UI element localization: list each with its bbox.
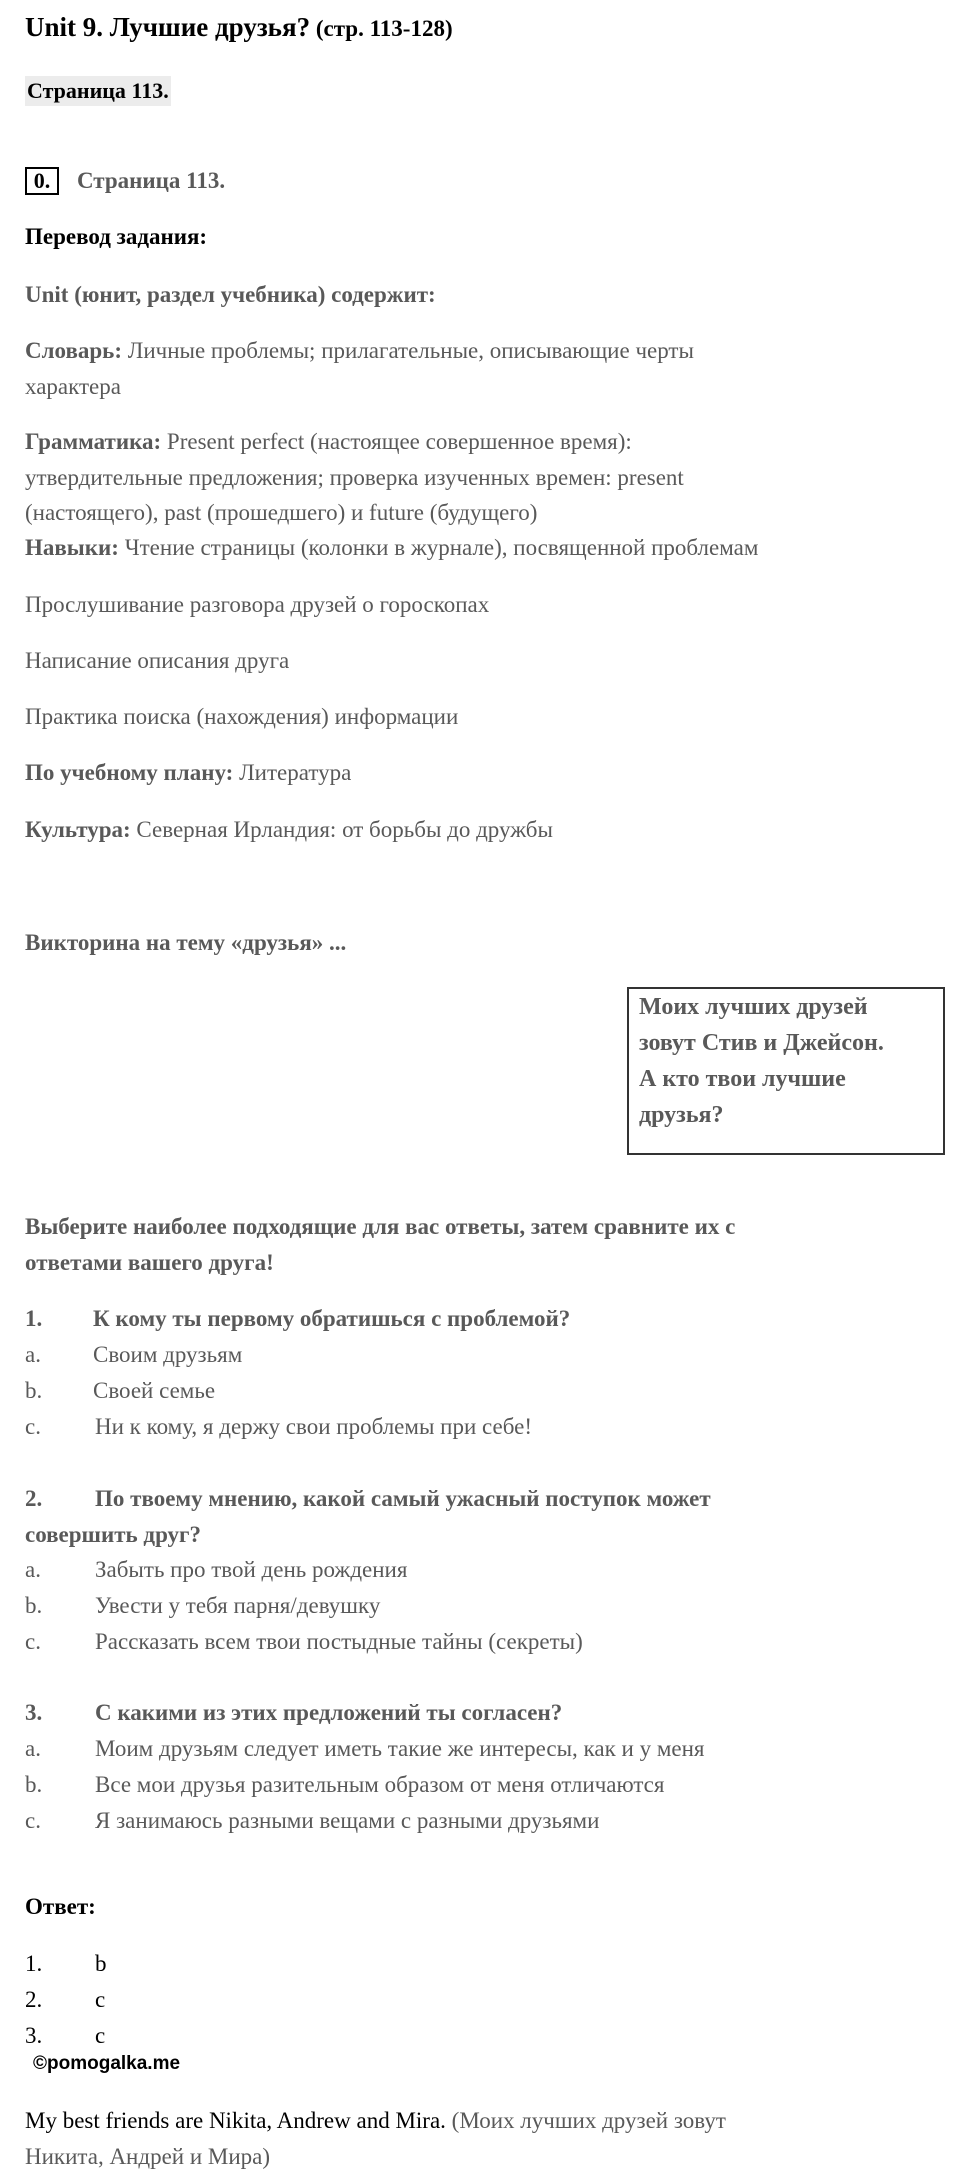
- task-number-box: 0.: [25, 167, 59, 195]
- q3-option-b-letter: b.: [25, 1772, 43, 1797]
- skills-line4: Практика поиска (нахождения) информации: [25, 704, 459, 729]
- answer-1-value: b: [95, 1951, 107, 1976]
- answer-heading: Ответ:: [25, 1894, 96, 1919]
- answer-2-value: c: [95, 1987, 106, 2012]
- question-2-text-line2: совершить друг?: [25, 1522, 202, 1547]
- answer-3-num: 3.: [25, 2023, 43, 2048]
- culture-label: Культура:: [25, 817, 131, 842]
- final-line2: Никита, Андрей и Мира): [25, 2144, 271, 2169]
- unit-contains: Unit (юнит, раздел учебника) содержит:: [25, 282, 436, 307]
- translation-heading: Перевод задания:: [25, 224, 208, 249]
- q1-option-a-letter: a.: [25, 1342, 41, 1367]
- grammar-line2: утвердительные предложения; проверка изученных времен: present: [25, 465, 684, 490]
- question-2-num: 2.: [25, 1486, 43, 1511]
- task-page-ref: Страница 113.: [77, 168, 226, 193]
- watermark: ©pomogalka.me: [33, 2053, 181, 2074]
- title-main: Unit 9. Лучшие друзья?: [25, 12, 311, 42]
- speech-line1: Моих лучших друзей: [639, 994, 868, 1020]
- skills-line2: Прослушивание разговора друзей о гороскопах: [25, 592, 490, 617]
- vocab-label: Словарь:: [25, 338, 122, 363]
- culture-value: Северная Ирландия: от борьбы до дружбы: [130, 817, 553, 842]
- q3-option-b-text: Все мои друзья разительным образом от меня отличаются: [95, 1772, 665, 1797]
- instructions-line1: Выберите наиболее подходящие для вас ответы, затем сравните их с: [25, 1214, 736, 1239]
- grammar-line1: [25, 424, 632, 460]
- skills-line3: Написание описания друга: [25, 648, 290, 673]
- vocab-line1: [25, 333, 694, 369]
- q2-option-c-text: Рассказать всем твои постыдные тайны (секреты): [95, 1629, 583, 1654]
- q2-option-b-text: Увести у тебя парня/девушку: [95, 1593, 381, 1618]
- question-3-text: С какими из этих предложений ты согласен?: [95, 1700, 563, 1725]
- question-1-num: 1.: [25, 1306, 43, 1331]
- curriculum-label: По учебному плану:: [25, 760, 234, 785]
- final-translation1: (Моих лучших друзей зовут: [445, 2108, 726, 2133]
- question-3-num: 3.: [25, 1700, 43, 1725]
- q3-option-a-letter: a.: [25, 1736, 41, 1761]
- q2-option-c-letter: c.: [25, 1629, 41, 1654]
- answer-3-value: c: [95, 2023, 106, 2048]
- grammar-text: Present perfect (настоящее совершенное время):: [161, 429, 632, 454]
- q1-option-b-text: Своей семье: [93, 1378, 216, 1403]
- instructions-line2: ответами вашего друга!: [25, 1250, 274, 1275]
- q2-option-a-text: Забыть про твой день рождения: [95, 1557, 408, 1582]
- question-1-text: К кому ты первому обратишься с проблемой?: [93, 1306, 571, 1331]
- answer-1-num: 1.: [25, 1951, 43, 1976]
- skills-label: Навыки:: [25, 535, 119, 560]
- q1-option-c-letter: c.: [25, 1414, 41, 1439]
- title-pages: (стр. 113-128): [310, 16, 453, 41]
- skills-line1: [25, 530, 758, 566]
- q3-option-c-text: Я занимаюсь разными вещами с разными друзьями: [95, 1808, 600, 1833]
- final-english: My best friends are Nikita, Andrew and Mira.: [25, 2108, 446, 2133]
- final-line1: [25, 2103, 726, 2139]
- q3-option-c-letter: c.: [25, 1808, 41, 1833]
- vocab-text: Личные проблемы; прилагательные, описывающие черты: [121, 338, 694, 363]
- q2-option-b-letter: b.: [25, 1593, 43, 1618]
- curriculum-line: [25, 755, 351, 791]
- page-label: Страница 113.: [25, 76, 171, 106]
- answer-2-num: 2.: [25, 1987, 43, 2012]
- vocab-line2: характера: [25, 374, 121, 399]
- speech-box: [627, 987, 945, 1155]
- q1-option-b-letter: b.: [25, 1378, 43, 1403]
- speech-line2: зовут Стив и Джейсон.: [639, 1030, 884, 1056]
- culture-line: [25, 812, 553, 848]
- q1-option-a-text: Своим друзьям: [93, 1342, 243, 1367]
- q3-option-a-text: Моим друзьям следует иметь такие же интересы, как и у меня: [95, 1736, 705, 1761]
- speech-line3: А кто твои лучшие: [639, 1066, 846, 1092]
- quiz-title: Викторина на тему «друзья» ...: [25, 930, 347, 955]
- curriculum-value: Литература: [233, 760, 352, 785]
- skills-text: Чтение страницы (колонки в журнале), посвященной проблемам: [118, 535, 759, 560]
- grammar-line3: (настоящего), past (прошедшего) и future (будущего): [25, 500, 538, 525]
- q2-option-a-letter: a.: [25, 1557, 41, 1582]
- question-2-text: По твоему мнению, какой самый ужасный поступок может: [95, 1486, 711, 1511]
- speech-line4: друзья?: [639, 1102, 724, 1128]
- page-title: [25, 10, 453, 46]
- q1-option-c-text: Ни к кому, я держу свои проблемы при себе!: [95, 1414, 532, 1439]
- grammar-label: Грамматика:: [25, 429, 162, 454]
